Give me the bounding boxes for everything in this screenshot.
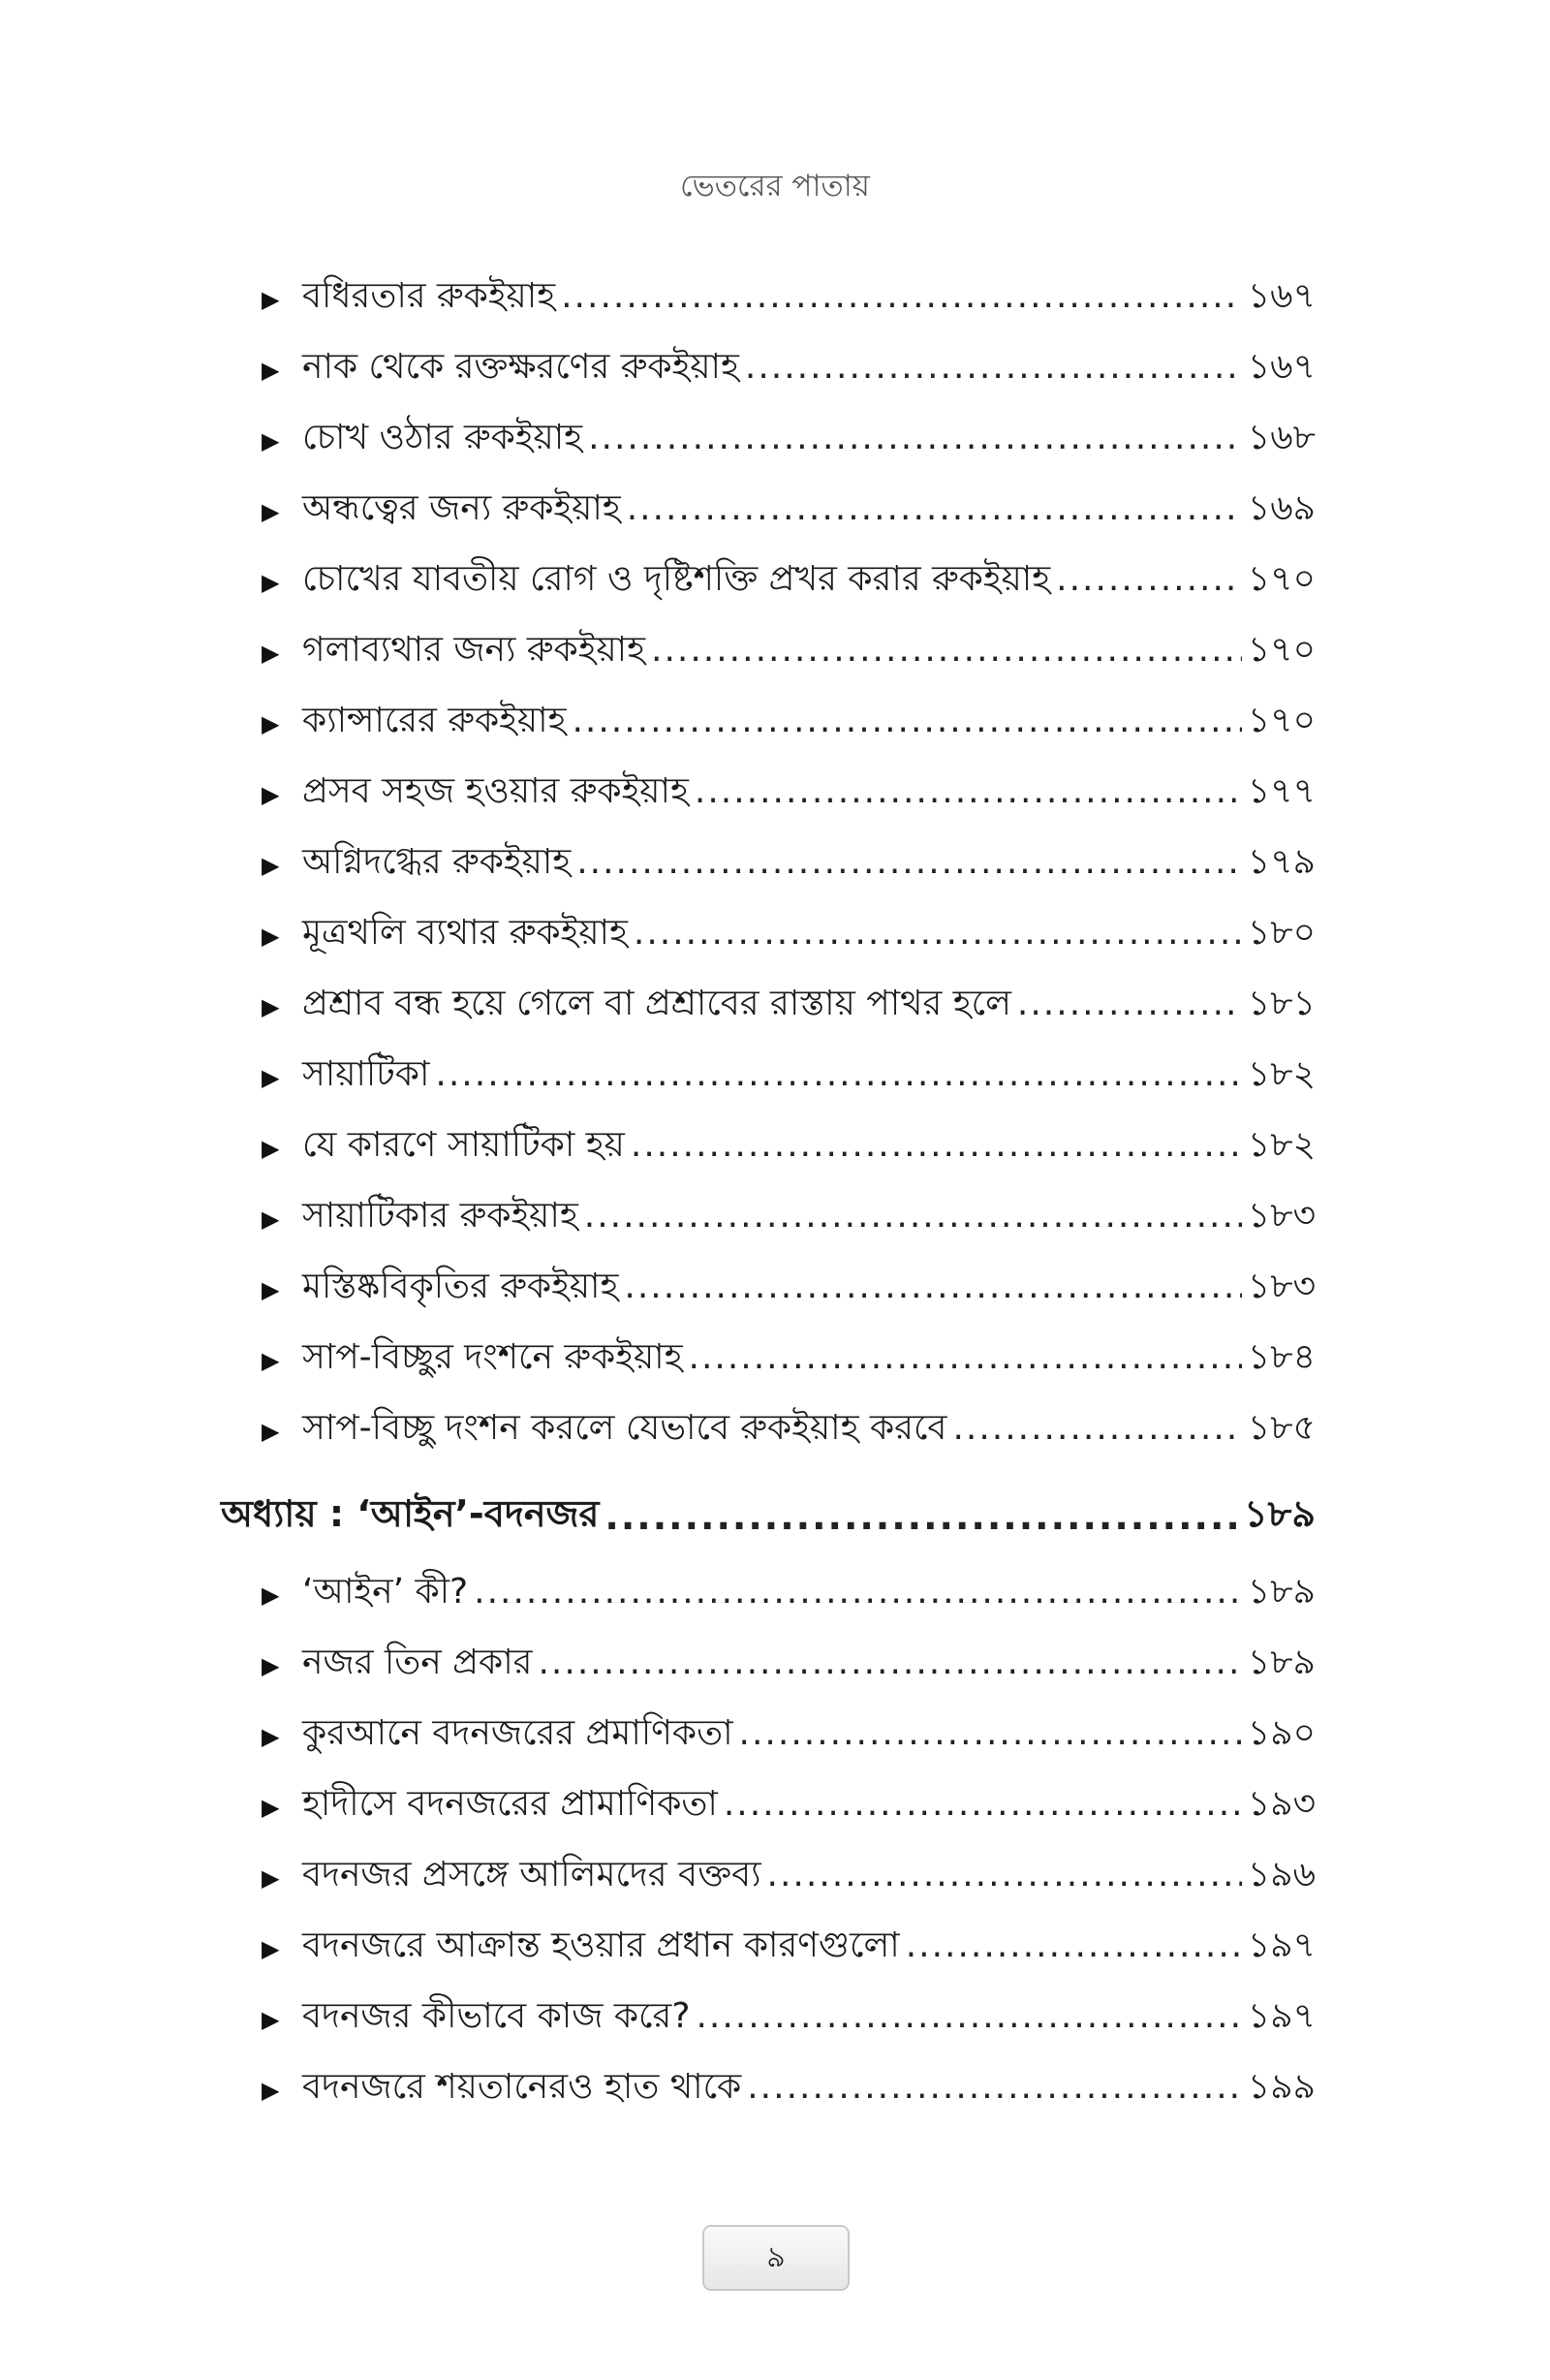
dot-leader [696, 1996, 1241, 2036]
dot-leader [747, 2067, 1242, 2107]
entry-page-number: ১৬৯ [1247, 488, 1316, 528]
dot-leader [474, 1572, 1242, 1612]
table-of-contents [221, 269, 1316, 2131]
triangle-right-icon: ▶ [262, 1347, 280, 1374]
entry-page-number: ১৬৭ [1247, 276, 1316, 316]
triangle-right-icon: ▶ [262, 498, 280, 525]
triangle-right-icon: ▶ [262, 1794, 280, 1821]
entry-title: বধিরতার রুকইয়াহ [302, 276, 556, 316]
entry-page-number: ১৯৭ [1247, 1926, 1316, 1965]
dot-leader [631, 1125, 1242, 1165]
dot-leader [627, 488, 1242, 528]
entry-title: সাপ-বিচ্ছুর দংশনে রুকইয়াহ [302, 1337, 683, 1377]
entry-page-number: ১৮০ [1247, 913, 1316, 953]
triangle-right-icon: ▶ [262, 710, 280, 737]
toc-entry[interactable] [221, 765, 1316, 835]
toc-entry[interactable] [221, 977, 1316, 1048]
entry-page-number: ১৮৪ [1247, 1337, 1316, 1377]
entry-page-number: ১৬৮ [1247, 418, 1316, 457]
entry-page-number: ১৯৭ [1247, 1996, 1316, 2036]
entry-page-number: ১৭৯ [1247, 842, 1316, 882]
entry-title: বদনজর প্রসঙ্গে আলিমদের বক্তব্য [302, 1855, 761, 1895]
dot-leader [906, 1926, 1242, 1965]
triangle-right-icon: ▶ [262, 1935, 280, 1962]
triangle-right-icon: ▶ [262, 1064, 280, 1091]
entry-page-number: ১৭০ [1247, 559, 1316, 599]
entry-title: নজর তিন প্রকার [302, 1643, 533, 1682]
toc-entry[interactable] [221, 1636, 1316, 1707]
entry-title: বদনজর কীভাবে কাজ করে? [302, 1996, 691, 2036]
dot-leader [1017, 984, 1242, 1023]
entry-title: বদনজরে শয়তানেরও হাত থাকে [302, 2067, 742, 2107]
entry-title: চোখ ওঠার রুকইয়াহ [302, 418, 583, 457]
toc-entry[interactable] [221, 1118, 1316, 1189]
triangle-right-icon: ▶ [262, 569, 280, 596]
toc-section-two [221, 1565, 1316, 2131]
dot-leader [767, 1855, 1242, 1895]
entry-title: চোখের যাবতীয় রোগ ও দৃষ্টিশক্তি প্রখর করার রুকইয়াহ [302, 559, 1051, 599]
entry-page-number: ১৬৭ [1247, 347, 1316, 387]
toc-entry[interactable] [221, 1777, 1316, 1848]
triangle-right-icon: ▶ [262, 640, 280, 667]
toc-entry[interactable] [221, 269, 1316, 340]
triangle-right-icon: ▶ [262, 1864, 280, 1892]
running-header: ভেতরের পাতায় [680, 169, 870, 204]
dot-leader [739, 1713, 1242, 1753]
chapter-page-number: ১৮৯ [1244, 1492, 1316, 1535]
dot-leader [651, 630, 1242, 670]
dot-leader [624, 1267, 1241, 1306]
triangle-right-icon: ▶ [262, 781, 280, 808]
toc-entry[interactable] [221, 1565, 1316, 1636]
entry-title: ক্যান্সারের রুকইয়াহ [302, 701, 567, 740]
dot-leader [435, 1054, 1241, 1094]
toc-entry[interactable] [221, 835, 1316, 906]
entry-page-number: ১৯৩ [1247, 1784, 1316, 1824]
dot-leader [572, 701, 1241, 740]
dot-leader [724, 1784, 1242, 1824]
dot-leader [1056, 559, 1242, 599]
toc-entry[interactable] [221, 1401, 1316, 1472]
entry-title: যে কারণে সায়াটিকা হয় [302, 1125, 625, 1165]
dot-leader [588, 418, 1242, 457]
entry-page-number: ১৮২ [1247, 1054, 1316, 1094]
dot-leader [561, 276, 1242, 316]
entry-page-number: ১৮৫ [1247, 1408, 1316, 1448]
entry-title: সায়াটিকা [302, 1054, 430, 1094]
entry-page-number: ১৭০ [1247, 630, 1316, 670]
dot-leader [584, 1196, 1242, 1236]
dot-leader [689, 1337, 1242, 1377]
dot-leader [576, 842, 1242, 882]
entry-page-number: ১৮১ [1247, 984, 1316, 1023]
triangle-right-icon: ▶ [262, 286, 280, 313]
triangle-right-icon: ▶ [262, 1723, 280, 1750]
toc-entry[interactable] [221, 340, 1316, 411]
dot-leader [745, 347, 1242, 387]
triangle-right-icon: ▶ [262, 427, 280, 454]
entry-page-number: ১৮২ [1247, 1125, 1316, 1165]
toc-entry[interactable] [221, 1989, 1316, 2060]
triangle-right-icon: ▶ [262, 1206, 280, 1233]
toc-entry[interactable] [221, 1189, 1316, 1260]
toc-entry[interactable] [221, 1707, 1316, 1777]
triangle-right-icon: ▶ [262, 1652, 280, 1679]
entry-title: মূত্রথলি ব্যথার রুকইয়াহ [302, 913, 628, 953]
toc-chapter-heading[interactable] [221, 1476, 1316, 1557]
page-number-badge [702, 2225, 850, 2291]
entry-title: কুরআনে বদনজরের প্রমাণিকতা [302, 1713, 733, 1753]
entry-title: মস্তিষ্কবিকৃতির রুকইয়াহ [302, 1267, 619, 1306]
entry-page-number: ১৮৯ [1247, 1643, 1316, 1682]
entry-title: বদনজরে আক্রান্ত হওয়ার প্রধান কারণগুলো [302, 1926, 900, 1965]
entry-title: প্রসব সহজ হওয়ার রুকইয়াহ [302, 771, 689, 811]
triangle-right-icon: ▶ [262, 993, 280, 1020]
dot-leader [952, 1408, 1241, 1448]
entry-page-number: ১৮৩ [1247, 1267, 1316, 1306]
entry-title: হাদীসে বদনজরের প্রামাণিকতা [302, 1784, 718, 1824]
entry-title: অন্ধত্বের জন্য রুকইয়াহ [302, 488, 621, 528]
triangle-right-icon: ▶ [262, 2077, 280, 2104]
toc-entry[interactable] [221, 1331, 1316, 1401]
dot-leader [538, 1643, 1241, 1682]
toc-entry[interactable] [221, 1048, 1316, 1118]
triangle-right-icon: ▶ [262, 1135, 280, 1162]
chapter-title: অধ্যায় : ‘আইন’-বদনজর [221, 1492, 600, 1535]
toc-entry[interactable] [221, 623, 1316, 694]
entry-page-number: ১৯৬ [1247, 1855, 1316, 1895]
triangle-right-icon: ▶ [262, 1418, 280, 1445]
entry-page-number: ১৭৭ [1247, 771, 1316, 811]
triangle-right-icon: ▶ [262, 2006, 280, 2033]
triangle-right-icon: ▶ [262, 357, 280, 384]
toc-entry[interactable] [221, 1848, 1316, 1919]
toc-entry[interactable] [221, 906, 1316, 977]
dot-leader [634, 913, 1242, 953]
entry-title: সাপ-বিচ্ছু দংশন করলে যেভাবে রুকইয়াহ করবে [302, 1408, 947, 1448]
triangle-right-icon: ▶ [262, 1581, 280, 1609]
triangle-right-icon: ▶ [262, 852, 280, 879]
toc-entry[interactable] [221, 1260, 1316, 1331]
entry-title: নাক থেকে রক্তক্ষরণের রুকইয়াহ [302, 347, 739, 387]
toc-section-one [221, 269, 1316, 1472]
entry-page-number: ১৯০ [1247, 1713, 1316, 1753]
toc-entry[interactable] [221, 2060, 1316, 2131]
entry-page-number: ১৮৩ [1247, 1196, 1316, 1236]
toc-entry[interactable] [221, 552, 1316, 623]
toc-entry[interactable] [221, 411, 1316, 482]
entry-page-number: ১৯৯ [1247, 2067, 1316, 2107]
entry-title: ‘আইন’ কী? [302, 1572, 469, 1612]
entry-title: প্রশ্রাব বন্ধ হয়ে গেলে বা প্রশ্রাবের রাস্তায় পাথর হলে [302, 984, 1011, 1023]
toc-entry[interactable] [221, 1919, 1316, 1989]
page-number: ৯ [766, 2239, 786, 2274]
entry-page-number: ১৭০ [1247, 701, 1316, 740]
toc-entry[interactable] [221, 694, 1316, 765]
entry-page-number: ১৮৯ [1247, 1572, 1316, 1612]
entry-title: অগ্নিদগ্ধের রুকইয়াহ [302, 842, 572, 882]
toc-entry[interactable] [221, 482, 1316, 552]
dot-leader [695, 771, 1242, 811]
entry-title: গলাব্যথার জন্য রুকইয়াহ [302, 630, 646, 670]
triangle-right-icon: ▶ [262, 923, 280, 950]
entry-title: সায়াটিকার রুকইয়াহ [302, 1196, 578, 1236]
triangle-right-icon: ▶ [262, 1276, 280, 1303]
dot-leader [604, 1495, 1238, 1538]
